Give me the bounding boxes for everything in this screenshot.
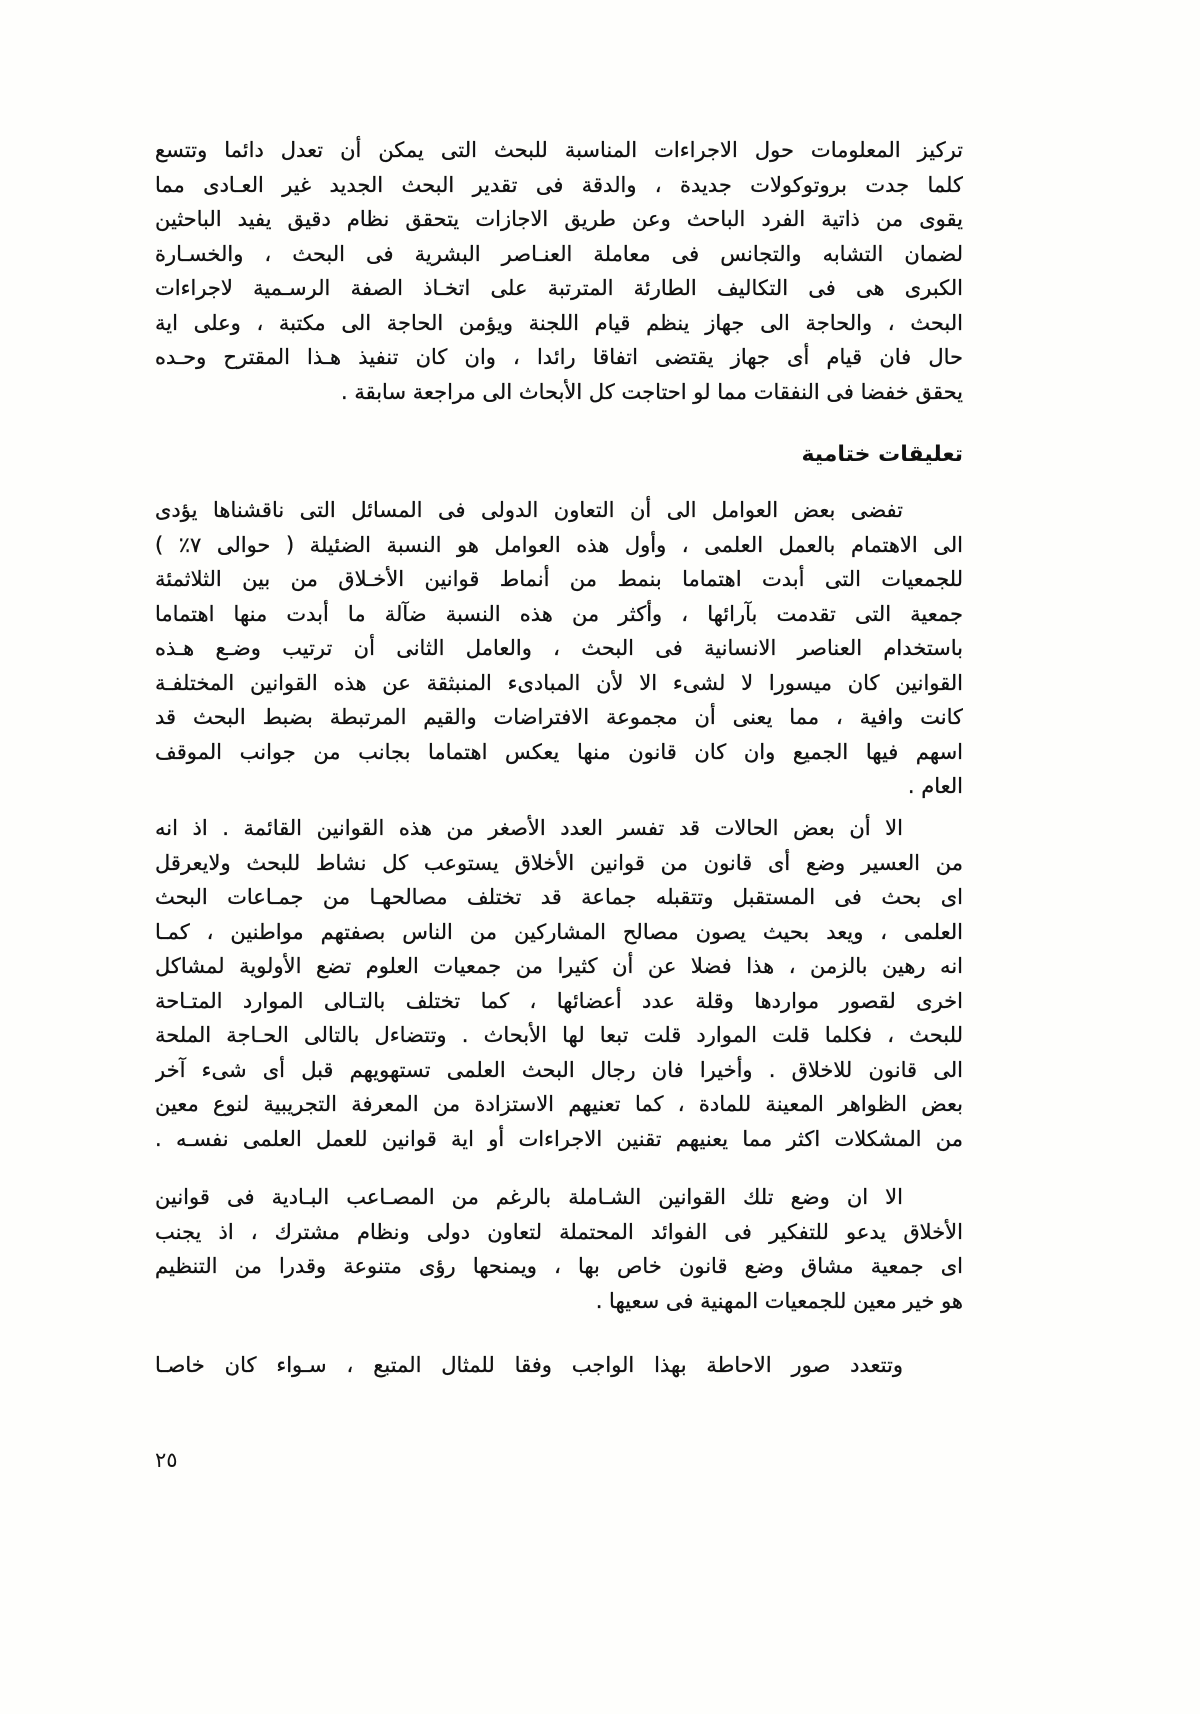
text-line: كلما جدت بروتوكولات جديدة ، والدقة فى تقدير البحث الجديد غير العـادى مما bbox=[155, 172, 963, 197]
paragraph bbox=[155, 1348, 963, 1383]
text-line: يحقق خفضا فى النفقات مما لو احتاجت كل الأبحاث الى مراجعة سابقة . bbox=[340, 379, 963, 404]
page-number: ٢٥ bbox=[155, 1448, 178, 1472]
text-line: تركيز المعلومات حول الاجراءات المناسبة للبحث التى يمكن أن تعدل دائما وتتسع bbox=[155, 138, 963, 162]
text-line: القوانين كان ميسورا لا لشىء الا لأن المبادىء المنبثقة عن هذه القوانين المختلفـة bbox=[155, 670, 963, 695]
text-line: للبحث ، فكلما قلت الموارد قلت تبعا لها الأبحاث . وتتضاءل بالتالى الحـاجة الملحة bbox=[155, 1023, 963, 1047]
text-line: الا ان وضع تلك القوانين الشـاملة بالرغم من المصـاعب البـادية فى قوانين bbox=[155, 1185, 903, 1209]
text-line: العام . bbox=[907, 774, 963, 798]
text-line: البحث ، والحاجة الى جهاز ينظم قيام اللجنة ويؤمن الحاجة الى مكتبة ، وعلى اية bbox=[155, 310, 963, 335]
text-line: الأخلاق يدعو للتفكير فى الفوائد المحتملة لتعاون دولى ونظام مشترك ، اذ يجنب bbox=[155, 1219, 963, 1244]
text-line: باستخدام العناصر الانسانية فى البحث ، والعامل الثانى أن ترتيب وضـع هـذه bbox=[155, 636, 963, 660]
text-line: وتتعدد صور الاحاطة بهذا الواجب وفقا للمثال المتبع ، سـواء كان خاصـا bbox=[155, 1353, 903, 1377]
text-line: اسهم فيها الجميع وان كان قانون منها يعكس اهتماما بجانب من جوانب الموقف bbox=[155, 739, 963, 764]
text-line: العلمى ، ويعد بحيث يصون مصالح المشاركين من الناس بصفتهم مواطنين ، كمـا bbox=[155, 919, 963, 944]
paragraph bbox=[155, 1180, 963, 1318]
paragraph bbox=[155, 811, 963, 1156]
text-line: بعض الظواهر المعينة للمادة ، كما تعنيهم الاستزادة من المعرفة التجريبية لنوع معين bbox=[155, 1092, 963, 1116]
paragraph bbox=[155, 493, 963, 804]
text-line: اى بحث فى المستقبل وتتقبله جماعة قد تختلف مصالحهـا من جمـاعات البحث bbox=[155, 885, 963, 909]
text-line: الى الاهتمام بالعمل العلمى ، وأول هذه العوامل هو النسبة الضئيلة ( حوالى ٧٪ ) bbox=[155, 532, 963, 557]
text-line: للجمعيات التى أبدت اهتماما بنمط من أنماط قوانين الأخـلاق من بين الثلاثمئة bbox=[155, 567, 963, 591]
text-line: الا أن بعض الحالات قد تفسر العدد الأصغر من هذه القوانين القائمة . اذ انه bbox=[155, 816, 903, 840]
text-line: هو خير معين للجمعيات المهنية فى سعيها . bbox=[595, 1288, 963, 1313]
text-line: الكبرى هى فى التكاليف الطارئة المترتبة على اتخـاذ الصفة الرسـمية لاجراءات bbox=[155, 276, 963, 300]
text-line: جمعية التى تقدمت بآرائها ، وأكثر من هذه النسبة ضآلة ما أبدت منها اهتماما bbox=[155, 601, 963, 626]
text-line: يقوى من ذاتية الفرد الباحث وعن طريق الاجازات يتحقق نظام دقيق يفيد الباحثين bbox=[155, 207, 963, 231]
text-line: من المشكلات اكثر مما يعنيهم تقنين الاجراءات أو اية قوانين للعمل العلمى نفسـه . bbox=[155, 1126, 963, 1151]
text-line: حال فان قيام أى جهاز يقتضى اتفاقا رائدا ، وان كان تنفيذ هـذا المقترح وحـده bbox=[155, 345, 963, 369]
text-line: اى جمعية مشاق وضع قانون خاص بها ، ويمنحها رؤى متنوعة وقدرا من التنظيم bbox=[155, 1254, 963, 1278]
text-line: لضمان التشابه والتجانس فى معاملة العنـاصر البشرية فى البحث ، والخسـارة bbox=[155, 241, 963, 266]
text-line: انه رهين بالزمن ، هذا فضلا عن أن كثيرا من جمعيات العلوم تضع الأولوية لمشاكل bbox=[155, 954, 963, 978]
text-line: الى قانون للاخلاق . وأخيرا فان رجال البحث العلمى تستهويهم قبل أى شىء آخر bbox=[155, 1057, 963, 1082]
section-heading: تعليقات ختامية bbox=[801, 442, 963, 467]
text-line: تفضى بعض العوامل الى أن التعاون الدولى فى المسائل التى ناقشناها يؤدى bbox=[155, 498, 903, 522]
text-line: كانت وافية ، مما يعنى أن مجموعة الافتراضات والقيم المرتبطة بضبط البحث قد bbox=[155, 705, 963, 729]
text-line: اخرى لقصور مواردها وقلة عدد أعضائها ، كما تختلف بالتـالى الموارد المتـاحة bbox=[155, 988, 963, 1013]
text-line: من العسير وضع أى قانون من قوانين الأخلاق يستوعب كل نشاط للبحث ولايعرقل bbox=[155, 850, 963, 875]
paragraph bbox=[155, 133, 963, 409]
